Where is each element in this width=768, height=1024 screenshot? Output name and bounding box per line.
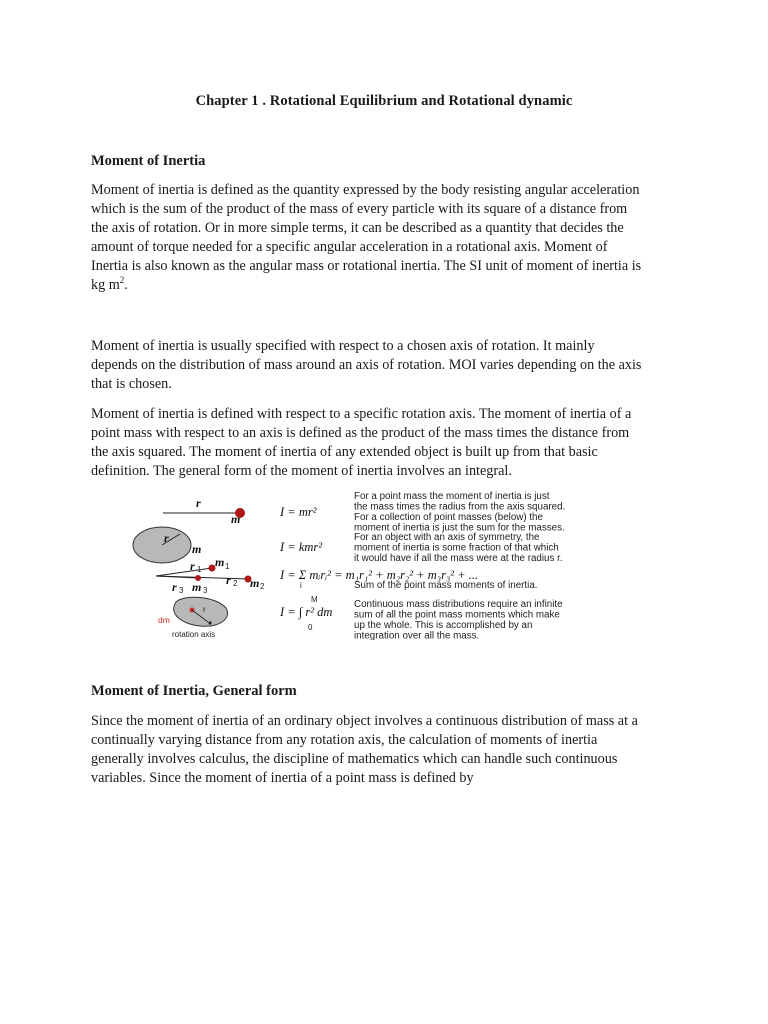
paragraph-definition bbox=[91, 181, 681, 295]
paragraph-line: which is the sum of the product of the mass of every particle with its square of a distance from bbox=[91, 201, 628, 217]
label-m2: m bbox=[250, 576, 260, 590]
note-point-mass: For a point mass the moment of inertia is just the mass times the radius from the axis squared. For a collection of point masses (below) the moment of inertia is just the sum for the masses. bbox=[354, 491, 566, 534]
disk-diagram bbox=[133, 527, 201, 563]
subscript-r1: 1 bbox=[197, 565, 202, 574]
sum-index: i bbox=[300, 581, 302, 590]
paragraph-line: Moment of inertia is defined with respect to a specific rotation axis. The moment of inertia of a bbox=[91, 406, 632, 422]
point-mass-diagram bbox=[163, 496, 245, 526]
subscript-m1: 1 bbox=[225, 562, 230, 571]
chapter-title: Chapter 1 . Rotational Equilibrium and Rotational dynamic bbox=[195, 93, 573, 109]
paragraph-line: that is chosen. bbox=[91, 376, 172, 392]
paragraph-line: Moment of inertia is usually specified with respect to a chosen axis of rotation. It mainly bbox=[91, 338, 595, 354]
paragraph-line: amount of torque needed for a specific angular acceleration in a rotational axis. Moment of bbox=[91, 239, 608, 255]
note-sum: Sum of the point mass moments of inertia. bbox=[354, 580, 538, 591]
subscript-m2: 2 bbox=[260, 582, 265, 591]
continuous-mass-diagram bbox=[158, 597, 228, 639]
si-unit-exponent: 2 bbox=[119, 275, 125, 285]
subscript-r2: 2 bbox=[233, 579, 238, 588]
paragraph-line: definition. The general form of the moment of inertia involves an integral. bbox=[91, 463, 512, 479]
formula-disk: I = kmr² bbox=[280, 540, 323, 554]
note-symmetry: For an object with an axis of symmetry, the moment of inertia is some fraction of that which it would have if all the mass were at the radius r. bbox=[354, 532, 563, 564]
label-r-small: r bbox=[203, 605, 206, 614]
paragraph-line: depends on the distribution of mass around an axis of rotation. MOI varies depending on the axis bbox=[91, 357, 642, 373]
label-m: m bbox=[231, 512, 241, 526]
label-r: r bbox=[196, 496, 201, 510]
note-continuous: Continuous mass distributions require an infinite sum of all the point mass moments which make up the whole. This is accomplished by an integration over all the mass. bbox=[354, 599, 563, 640]
formula-integral: I = ∫ r² dm bbox=[280, 605, 333, 619]
paragraph-axis bbox=[91, 337, 681, 394]
label-r2: r bbox=[226, 573, 231, 587]
section-heading-general-form: Moment of Inertia, General form bbox=[91, 683, 297, 699]
label-r1: r bbox=[190, 559, 195, 573]
rotation-axis-label: rotation axis bbox=[172, 630, 216, 639]
paragraph-point-mass bbox=[91, 405, 681, 481]
si-unit-line bbox=[91, 276, 681, 295]
section-heading-moment-of-inertia: Moment of Inertia bbox=[91, 153, 206, 169]
paragraph-line: generally involves calculus, the discipline of mathematics which can handle such continuous bbox=[91, 751, 618, 767]
label-r-disk: r bbox=[164, 531, 169, 545]
subscript-m3: 3 bbox=[203, 586, 208, 595]
r1-line bbox=[156, 568, 212, 576]
blob-shape bbox=[174, 597, 228, 626]
paragraph-line: Since the moment of inertia of an ordinary object involves a continuous distribution of mass at a bbox=[91, 713, 638, 729]
formula-point-mass: I = mr² bbox=[280, 505, 317, 519]
si-unit-text: kg m bbox=[91, 277, 120, 293]
integral-lower-limit: 0 bbox=[308, 623, 313, 632]
label-dm: dm bbox=[158, 615, 170, 625]
paragraph-line: variables. Since the moment of inertia of a point mass is defined by bbox=[91, 770, 474, 786]
paragraph-line: Moment of inertia is defined as the quantity expressed by the body resisting angular acceleration bbox=[91, 182, 640, 198]
integral-upper-limit: M bbox=[311, 595, 318, 604]
paragraph-line: point mass with respect to an axis is defined as the product of the mass times the distance from bbox=[91, 425, 630, 441]
label-m-disk: m bbox=[192, 542, 202, 556]
paragraph-line: Inertia is also known as the angular mass or rotational inertia. The SI unit of moment of inertia is bbox=[91, 258, 642, 274]
label-m3: m bbox=[192, 580, 202, 594]
formula-sum: I = Σ mᵢrᵢ² = m₁r₁² + m₂r₂² + m₃r₃² + ... bbox=[280, 568, 479, 582]
label-r3: r bbox=[172, 580, 177, 594]
paragraph-general-form bbox=[91, 712, 681, 788]
label-m1: m bbox=[215, 555, 225, 569]
si-unit-period: . bbox=[124, 277, 128, 293]
paragraph-line: the axis of rotation. Or in more simple terms, it can be described as a quantity that decides the bbox=[91, 220, 624, 236]
paragraph-line: continually varying distance from any rotation axis, the calculation of moments of inertia bbox=[91, 732, 598, 748]
paragraph-line: the axis squared. The moment of inertia of any extended object is built up from that basic bbox=[91, 444, 598, 460]
axis-point bbox=[208, 621, 211, 624]
moment-of-inertia-figure bbox=[128, 490, 628, 640]
subscript-r3: 3 bbox=[179, 586, 184, 595]
